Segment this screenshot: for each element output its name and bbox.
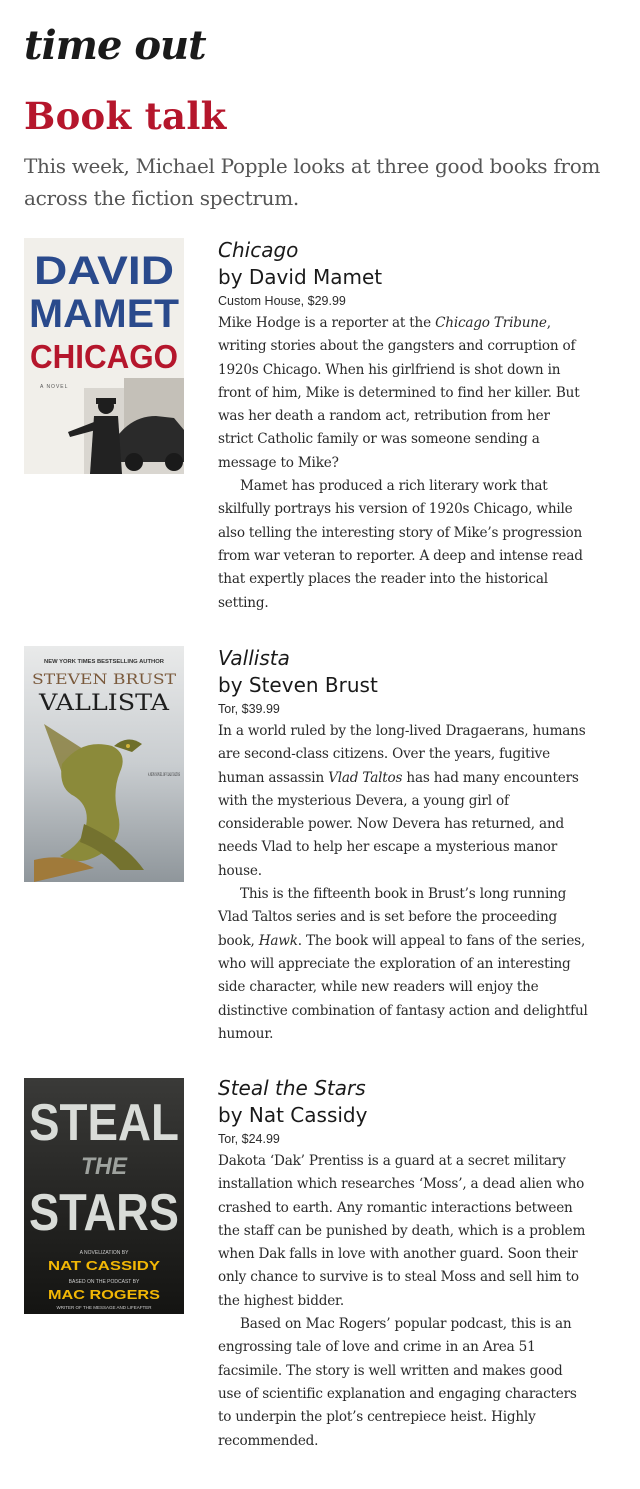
review-text-steal-the-stars xyxy=(218,1074,588,1453)
cover-word-steal: STEAL xyxy=(29,1094,179,1152)
cover-title: CHICAGO xyxy=(30,338,178,375)
book-author: by Steven Brust xyxy=(218,673,378,697)
review-paragraph-1: Dakota ‘Dak’ Prentiss is a guard at a secret military installation which researches ‘Moss’, a dead alien who crashed to earth. Any romantic interactions between the staff can be punished by death, which is a problem when Dak falls in love with another guard. Soon their only chance to survive is to steal Moss and sell him to the highest bidder. xyxy=(218,1153,586,1309)
book-author: by Nat Cassidy xyxy=(218,1103,368,1127)
cover-author: STEVEN BRUST xyxy=(32,672,177,688)
review-paragraph-1: In a world ruled by the long-lived Dragaerans, humans are second-class citizens. Over the years, fugitive human assassin Vlad Taltos has had many encounters with the mysterious Devera, a young girl of considerable power. Now Devera has returned, and needs Vlad to help her escape a mysterious manor house. xyxy=(218,723,586,879)
review-paragraph-2: Mamet has produced a rich literary work that skilfully portrays his version of 1920s Chicago, while also telling the interesting story of Mike’s progression from war veteran to reporter. A deep and intense read that expertly places the reader into the historical setting. xyxy=(218,478,583,611)
cover-tagline: NEW YORK TIMES BESTSELLING AUTHOR xyxy=(44,659,165,665)
cover-author-last: MAMET xyxy=(29,292,179,336)
cover-author-first: DAVID xyxy=(34,249,174,293)
page-title: Book talk xyxy=(24,94,227,138)
review-text-vallista xyxy=(218,644,588,1046)
book-title: Chicago xyxy=(218,238,299,262)
book-cover-chicago-art xyxy=(24,238,184,474)
cover-novel-by: A NOVELIZATION BY xyxy=(79,1250,129,1256)
cover-side-text: A NEW NOVEL OF VLAD TALTOS xyxy=(148,773,226,778)
book-cover-steal-the-stars xyxy=(24,1078,184,1314)
book-title: Vallista xyxy=(218,646,290,670)
cover-title: VALLISTA xyxy=(37,691,171,716)
cover-based-on: BASED ON THE PODCAST BY xyxy=(68,1279,140,1285)
book-cover-vallista xyxy=(24,646,226,882)
review-paragraph-2: Based on Mac Rogers’ popular podcast, this is an engrossing tale of love and crime in an Area 51 facsimile. The story is well written and makes good use of scientific explanation and engaging characters to underpin the plot’s centrepiece heist. Highly recommended. xyxy=(218,1316,577,1449)
review-paragraph-2: This is the fifteenth book in Brust’s long running Vlad Taltos series and is set before the proceeding book, Hawk. The book will appeal to fans of the series, who will appreciate the exploration of an interesting side character, while new readers will enjoy the distinctive combination of fantasy action and delightful humour. xyxy=(218,886,588,1042)
cover-writer-of: WRITER OF THE MESSAGE AND LIFEAFTER xyxy=(56,1305,152,1310)
book-title: Steal the Stars xyxy=(218,1076,366,1100)
cover-word-the: THE xyxy=(81,1153,128,1180)
book-publisher-price: Custom House, $29.99 xyxy=(218,294,346,308)
review-paragraph-1: Mike Hodge is a reporter at the Chicago Tribune, writing stories about the gangsters and corruption of 1920s Chicago. When his girlfriend is shot down in front of him, Mike is determined to find her killer. But was her death a random act, retribution from her strict Catholic family or was someone sending a message to Mike? xyxy=(218,315,580,471)
intro-text: This week, Michael Popple looks at three good books from across the fiction spectrum. xyxy=(24,154,601,210)
cover-word-stars: STARS xyxy=(29,1184,179,1242)
book-cover-chicago xyxy=(24,238,184,474)
book-publisher-price: Tor, $39.99 xyxy=(218,702,280,716)
section-label: time out xyxy=(24,22,206,69)
book-publisher-price: Tor, $24.99 xyxy=(218,1132,280,1146)
cover-author-2: MAC ROGERS xyxy=(48,1287,161,1302)
book-cover-steal-the-stars-art xyxy=(24,1078,184,1314)
review-text-chicago xyxy=(218,236,588,615)
cover-tag: A NOVEL xyxy=(40,384,69,390)
cover-author-1: NAT CASSIDY xyxy=(48,1258,161,1273)
book-cover-vallista-art xyxy=(24,646,226,882)
book-author: by David Mamet xyxy=(218,265,383,289)
